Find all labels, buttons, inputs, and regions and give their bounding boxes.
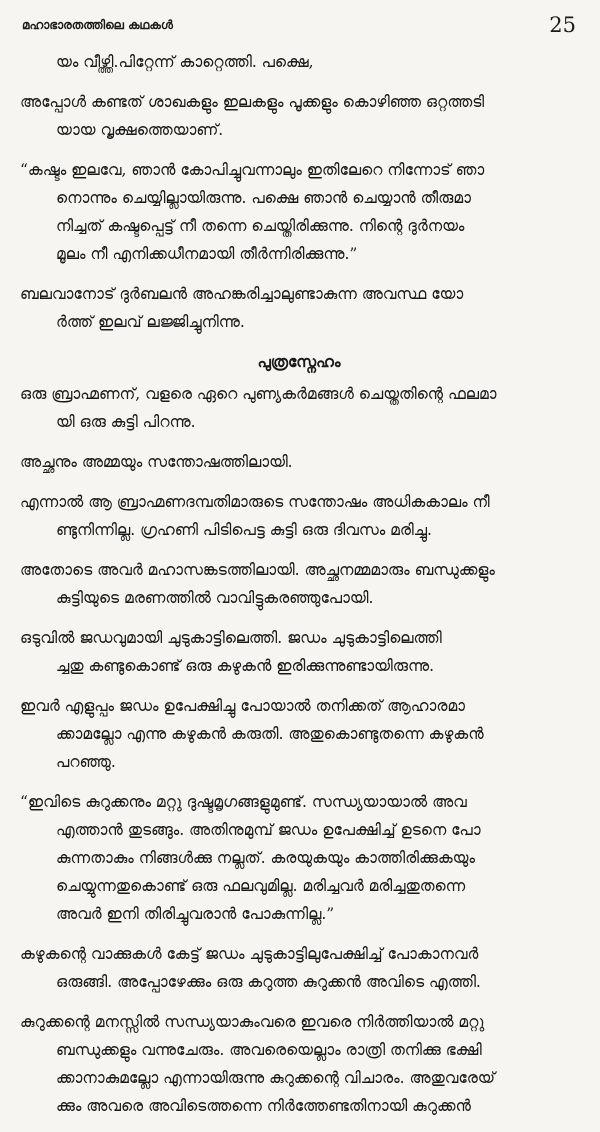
text-line: അച്ഛനും അമ്മയും സന്തോഷത്തിലായി.: [20, 453, 293, 471]
paragraph: [20, 280, 578, 336]
text-line: “കഷ്ടം ഇലവേ, ഞാൻ കോപിച്ചുവന്നാലും ഇതിലേറെ നിന്നോട് ഞാ: [20, 161, 485, 179]
text-line: ച്ചതു കണ്ടുകൊണ്ട് ഒരു കഴുകൻ ഇരിക്കുന്നുണ്ടായിരുന്നു.: [56, 657, 435, 675]
paragraph: [20, 88, 578, 144]
text-line: എത്താൻ തുടങ്ങും. അതിനുമുമ്പ് ജഡം ഉപേക്ഷിച്ച് ഉടനെ പോ: [56, 821, 481, 839]
text-line: ണ്ടുനിന്നില്ല. ഗ്രഹണി പിടിപെട്ട കുട്ടി ഒരു ദിവസം മരിച്ചു.: [56, 521, 432, 539]
paragraph: [20, 156, 578, 268]
text-line: കുട്ടിയുടെ മരണത്തിൽ വാവിട്ടുകരഞ്ഞുപോയി.: [56, 589, 374, 607]
paragraph: [20, 556, 578, 612]
paragraph: [20, 488, 578, 544]
paragraph: [20, 940, 578, 996]
page-body: [20, 48, 578, 1132]
text-line: പറഞ്ഞു.: [56, 753, 116, 771]
section-heading: പുത്രസ്നേഹം: [257, 352, 341, 371]
text-line: എന്നാൽ ആ ബ്രാഹ്മണദമ്പതിമാരുടെ സന്തോഷം അധികകാലം നീ: [20, 493, 490, 511]
text-line: ക്കാനാകുമല്ലോ എന്നായിരുന്നു കുറുക്കന്റെ വിചാരം. അതുവരേയ്: [56, 1069, 496, 1087]
paragraph: [20, 624, 578, 680]
text-line: ചെയ്യുന്നതുകൊണ്ട് ഒരു ഫലവുമില്ല. മരിച്ചവർ മരിച്ചതുതന്നെ: [56, 877, 466, 895]
text-line: ഒടുവിൽ ജഡവുമായി ചുടുകാട്ടിലെത്തി. ജഡം ചുടുകാട്ടിലെത്തി: [20, 629, 442, 647]
text-line: ബന്ധുക്കളും വന്നുചേരും. അവരെയെല്ലാം രാത്രി തനിക്കു ഭക്ഷി: [56, 1041, 482, 1059]
paragraph: [20, 448, 578, 476]
text-line: യം വീഴ്ത്തി.പിറ്റേന്ന് കാറ്റെത്തി. പക്ഷെ,: [56, 53, 314, 71]
text-line: കഴുകന്റെ വാക്കുകൾ കേട്ട് ജഡം ചുടുകാട്ടിലുപേക്ഷിച്ച് പോകാനവർ: [20, 945, 479, 963]
text-line: കുന്നതാകും നിങ്ങൾക്കു നല്ലത്. കരയുകയും കാത്തിരിക്കുകയും: [56, 849, 475, 867]
paragraph: [20, 1008, 578, 1120]
text-line: യി ഒരു കുട്ടി പിറന്നു.: [56, 413, 196, 431]
text-line: ർത്ത് ഇലവ് ലജ്ജിച്ചുനിന്നു.: [56, 313, 245, 331]
text-line: ഇവർ എളുപ്പം ജഡം ഉപേക്ഷിച്ചു പോയാൽ തനിക്കത് ആഹാരമാ: [20, 697, 466, 715]
text-line: ബലവാനോട് ദുർബലൻ അഹങ്കരിച്ചാലുണ്ടാകുന്ന അവസ്ഥ യോ: [20, 285, 464, 303]
running-header: [22, 8, 576, 42]
paragraph: [20, 48, 578, 76]
text-line: നിച്ചത് കഷ്ടപ്പെട്ട് നീ തന്നെ ചെയ്തിരിക്കുന്നു. നിന്റെ ദുർനയം: [56, 217, 465, 235]
paragraph: [20, 788, 578, 928]
text-line: ക്കും അവരെ അവിടെത്തന്നെ നിർത്തേണ്ടതിനായി കുറുക്കൻ: [56, 1097, 471, 1115]
text-line: അവർ ഇനി തിരിച്ചുവരാൻ പോകുന്നില്ല.”: [56, 905, 335, 923]
text-line: നൊന്നും ചെയ്യില്ലായിരുന്നു. പക്ഷെ ഞാൻ ചെയ്യാൻ തീരുമാ: [56, 189, 471, 207]
text-line: അപ്പോൾ കണ്ടത് ശാഖകളും ഇലകളും പൂക്കളും കൊഴിഞ്ഞ ഒറ്റത്തടി: [20, 93, 485, 111]
text-line: യായ വൃക്ഷത്തെയാണ്.: [56, 121, 224, 139]
text-line: “ഇവിടെ കുറുക്കനും മറ്റു ദുഷ്ടമൃഗങ്ങളുമുണ്ട്. സന്ധ്യയായാൽ അവ: [20, 793, 467, 811]
text-line: ഒരുങ്ങി. അപ്പോഴേക്കും ഒരു കറുത്ത കുറുക്കൻ അവിടെ എത്തി.: [56, 973, 481, 991]
paragraph: [20, 380, 578, 436]
text-line: അതോടെ അവർ മഹാസങ്കടത്തിലായി. അച്ഛനമ്മമാരും ബന്ധുക്കളും: [20, 561, 495, 579]
page-number: 25: [549, 13, 576, 37]
text-line: ക്കാമല്ലോ എന്നു കഴുകൻ കരുതി. അതുകൊണ്ടുതന്നെ കഴുകൻ: [56, 725, 484, 743]
running-title: മഹാഭാരതത്തിലെ കഥകൾ: [22, 17, 173, 32]
text-line: ഒരു ബ്രാഹ്മണന്, വളരെ ഏറെ പുണ്യകർമങ്ങൾ ചെയ്തതിന്റെ ഫലമാ: [20, 385, 497, 403]
text-line: മൂലം നീ എനിക്കധീനമായി തീർന്നിരിക്കുന്നു.”: [56, 245, 358, 263]
text-line: കുറുക്കന്റെ മനസ്സിൽ സന്ധ്യയാകുംവരെ ഇവരെ നിർത്തിയാൽ മറ്റു: [20, 1013, 485, 1031]
paragraph: [20, 692, 578, 776]
